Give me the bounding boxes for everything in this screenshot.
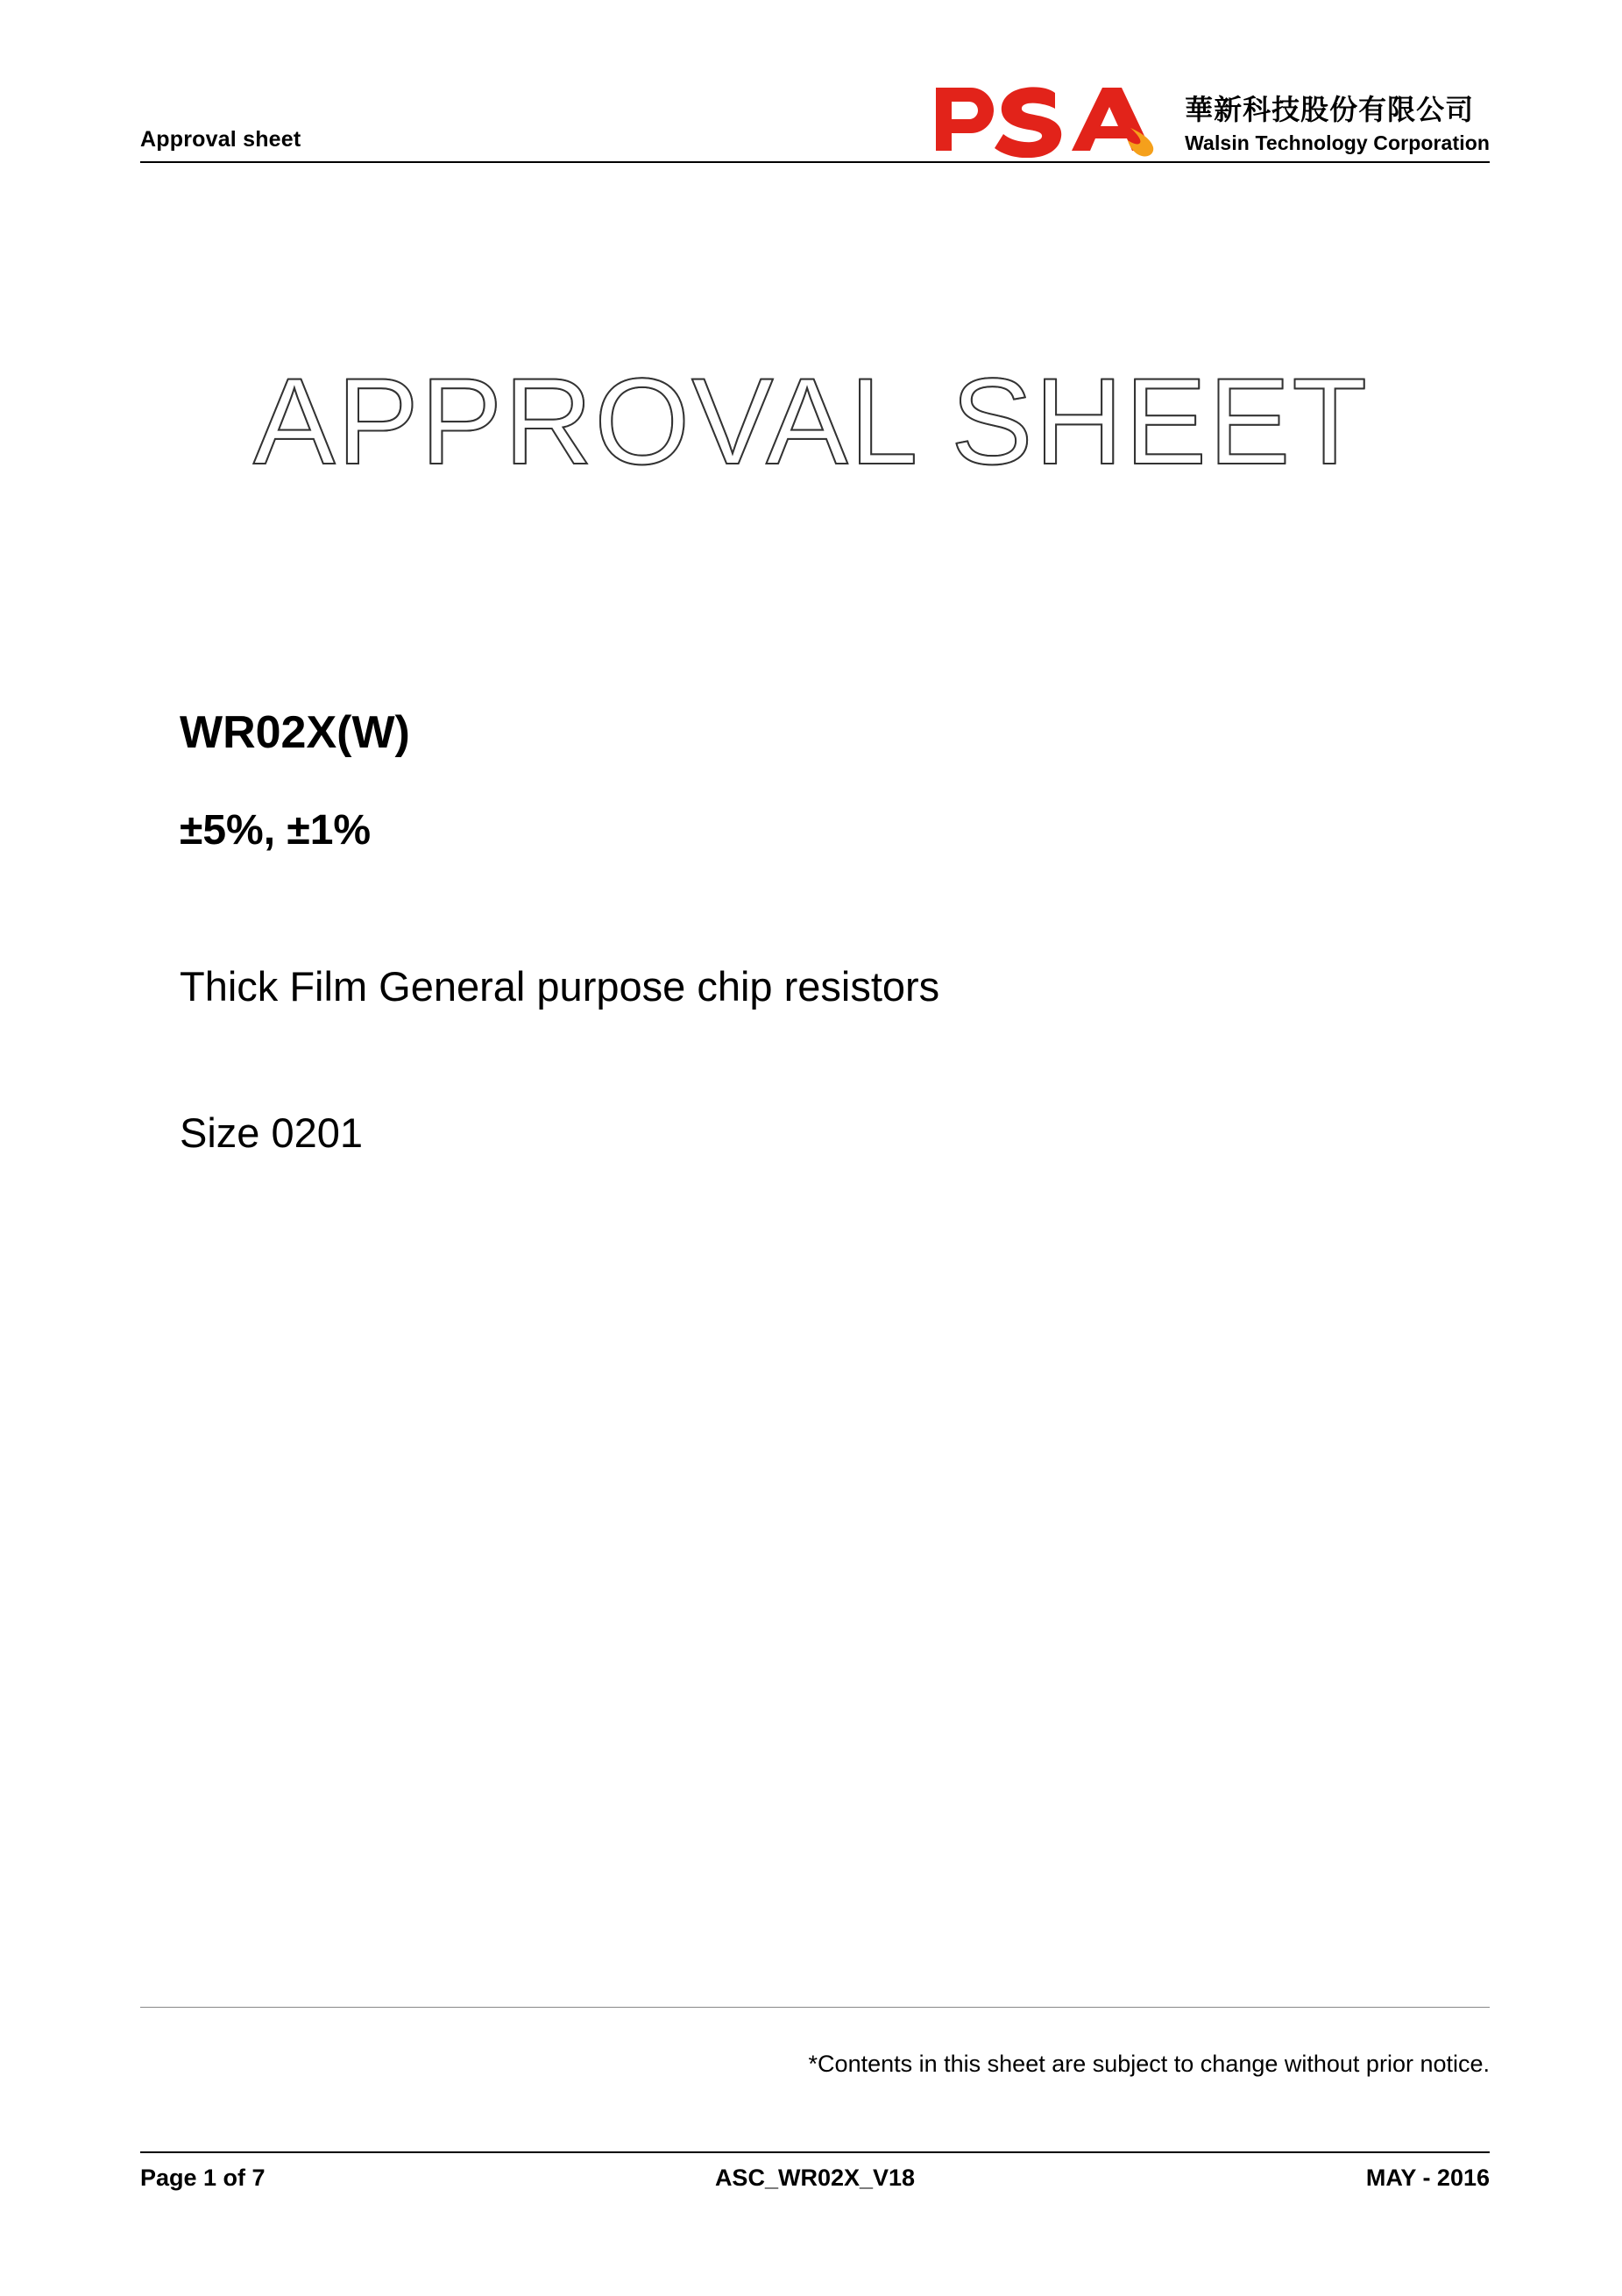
footer-date: MAY - 2016 <box>1365 2165 1490 2191</box>
part-number: WR02X(W) <box>180 707 410 758</box>
footer-document-id: ASC_WR02X_V18 <box>714 2165 916 2191</box>
footer-page-number: Page 1 of 7 <box>140 2165 266 2191</box>
document-body <box>180 707 1494 1156</box>
company-name-cn: 華新科技股份有限公司 <box>1185 93 1475 125</box>
product-description: Thick Film General purpose chip resistors <box>180 963 940 1010</box>
header-left-label: Approval sheet <box>140 127 301 152</box>
header-divider <box>140 161 1490 163</box>
page-title: APPROVAL SHEET <box>253 352 1369 490</box>
tolerance-value: ±5%, ±1% <box>180 807 372 854</box>
company-name-en: Walsin Technology Corporation <box>1185 131 1490 155</box>
company-name-block <box>1185 94 1490 158</box>
notice-divider <box>140 2007 1490 2008</box>
psa-logo-icon <box>931 82 1165 158</box>
footer-divider <box>140 2151 1490 2153</box>
company-logo-block <box>931 77 1490 158</box>
notice-text: *Contents in this sheet are subject to change without prior notice. <box>808 2051 1490 2077</box>
product-size: Size 0201 <box>180 1109 364 1156</box>
page-header <box>140 81 1490 177</box>
page-footer <box>140 2165 1490 2208</box>
